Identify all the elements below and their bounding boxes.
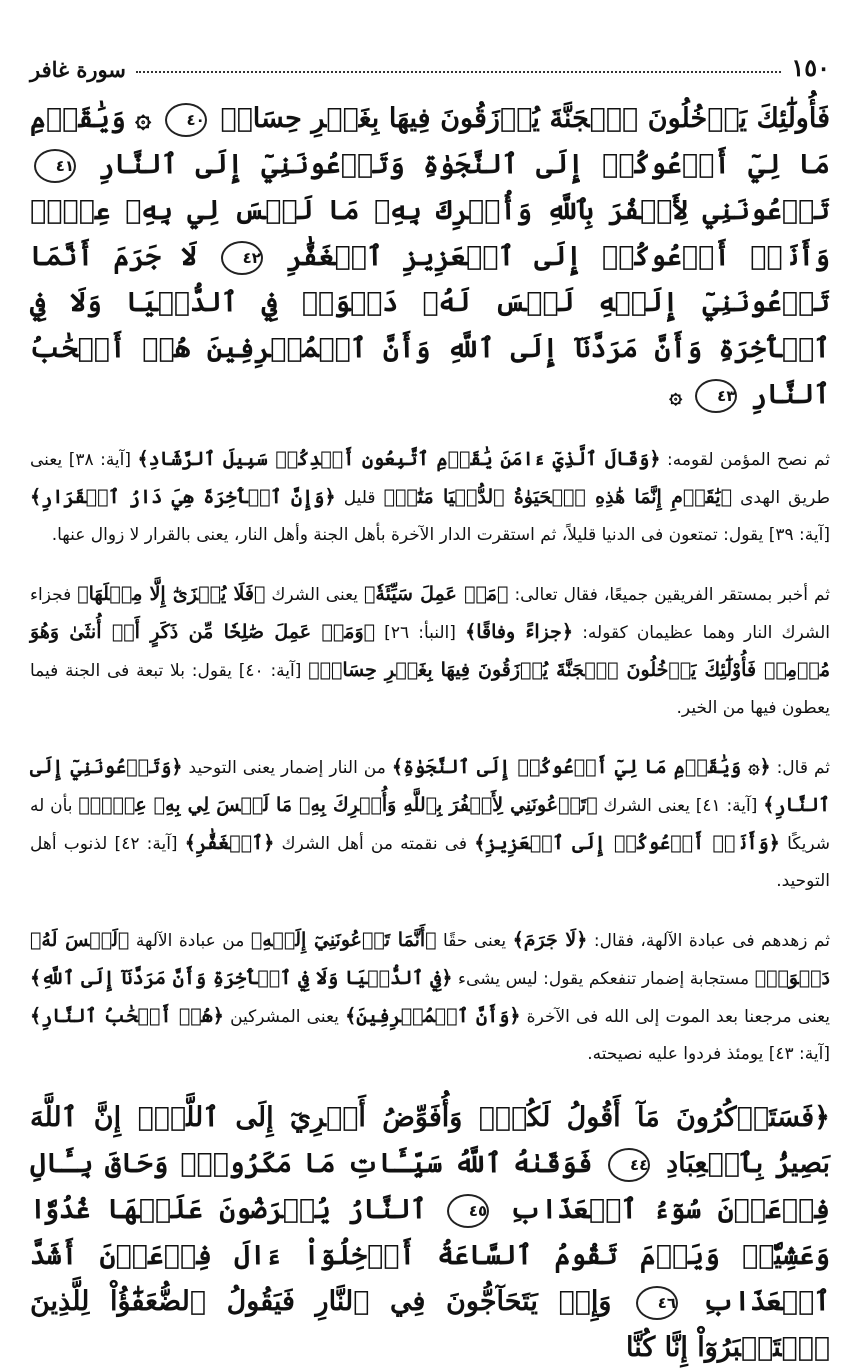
page-header xyxy=(30,38,830,82)
quoted-verse: ﴿وَقَالَ ٱلَّذِيٓ ءَامَنَ يَٰقَوۡمِ ٱتَّبِعُونِ أَهۡدِكُمۡ سَبِيلَ ٱلرَّشَادِ﴾ xyxy=(137,448,661,470)
quoted-verse: ﴿لَيۡسَ لَهُۥ دَعۡوَةٞ﴾ xyxy=(30,929,830,989)
verse-text: لَا جَرَمَ أَنَّمَا تَدۡعُونَنِيٓ إِلَيۡهِ لَيۡسَ لَهُۥ دَعۡوَةٞ فِي ٱلدُّنۡيَا وَلَا فِي ٱلۡأٓخِرَةِ وَأَنَّ مَرَدَّنَآ إِلَى ٱللَّهِ وَأَنَّ ٱلۡمُسۡرِفِينَ هُمۡ أَصۡحَٰبُ ٱلنَّارِ xyxy=(30,241,830,410)
commentary-text: بأن له شريكًا xyxy=(30,796,831,854)
quoted-verse: ﴿وَتَدۡعُونَنِيٓ إِلَى ٱلنَّارِ﴾ xyxy=(30,756,830,816)
rub-el-hizb-icon: ۞ xyxy=(669,383,683,409)
commentary-text: يعنى حقًا xyxy=(443,931,507,951)
quoted-verse: ﴿فَلَا يُجۡزَىٰٓ إِلَّا مِثۡلَهَا﴾ xyxy=(77,583,266,605)
commentary-text: ثم قال: xyxy=(776,758,830,778)
quoted-verse: ﴿يَٰقَوۡمِ إِنَّمَا هَٰذِهِ ٱلۡحَيَوٰةُ ٱلدُّنۡيَا مَتَٰعٞ﴾ xyxy=(383,486,732,508)
verse-end-marker: ٤٣ xyxy=(695,379,737,413)
commentary-text: قليل xyxy=(343,488,376,508)
verse-text: تَدۡعُونَنِي لِأَكۡفُرَ بِٱللَّهِ وَأُشۡرِكَ بِهِۦ مَا لَيۡسَ لِي بِهِۦ عِلۡمٞ وَأَنَا۠ أَدۡعُوكُمۡ إِلَى ٱلۡعَزِيزِ ٱلۡغَفَّٰرِ xyxy=(30,195,830,272)
quoted-verse: ﴿وَأَنَّ ٱلۡمُسۡرِفِينَ﴾ xyxy=(345,1005,521,1027)
commentary-text: ثم نصح المؤمن لقومه: xyxy=(667,450,830,470)
commentary-text: [آية: ٤٢] لذنوب أهل التوحيد. xyxy=(30,834,830,891)
quoted-verse: ﴿وَأَنَا۠ أَدۡعُوكُمۡ إِلَى ٱلۡعَزِيزِ﴾ xyxy=(474,832,780,854)
verse-text: ﴿فَسَتَذۡكُرُونَ مَآ أَقُولُ لَكُمۡۚ وَأُفَوِّضُ أَمۡرِيٓ إِلَى ٱللَّهِۚ إِنَّ ٱللَّهَ بَصِيرُۢ بِٱلۡعِبَادِ xyxy=(30,1102,830,1179)
quoted-verse: ﴿هُمۡ أَصۡحَٰبُ ٱلنَّارِ﴾ xyxy=(30,1005,224,1027)
verse-end-marker: ٤٢ xyxy=(221,241,263,275)
commentary-text: يعنى الشرك xyxy=(271,585,359,605)
commentary-text: [آية: ٤١] يعنى الشرك xyxy=(603,796,758,816)
quoted-verse: ﴿تَدۡعُونَنِي لِأَكۡفُرَ بِٱللَّهِ وَأُشۡرِكَ بِهِۦ مَا لَيۡسَ لِي بِهِۦ عِلۡمٞ﴾ xyxy=(78,794,598,816)
quoted-verse: ﴿لَا جَرَمَ﴾ xyxy=(512,929,588,951)
quoted-verse: ﴿وَإِنَّ ٱلۡأٓخِرَةَ هِيَ دَارُ ٱلۡقَرَارِ﴾ xyxy=(30,486,336,508)
quoted-verse: ﴿أَنَّمَا تَدۡعُونَنِيٓ إِلَيۡهِ﴾ xyxy=(250,929,437,951)
tafsir-paragraph-1 xyxy=(30,441,830,554)
tafsir-paragraph-2 xyxy=(30,576,830,727)
commentary-text: يعنى المشركين xyxy=(230,1007,339,1027)
verse-text: ٱلنَّارُ يُعۡرَضُونَ عَلَيۡهَا غُدُوّٗا وَعَشِيّٗاۚ وَيَوۡمَ تَقُومُ ٱلسَّاعَةُ أَدۡخِلُوٓاْ ءَالَ فِرۡعَوۡنَ أَشَدَّ ٱلۡعَذَابِ xyxy=(30,1194,831,1317)
quran-verse-block-1 xyxy=(30,96,830,419)
page-number: ١٥٠ xyxy=(791,53,830,82)
verse-end-marker: ٤٠ xyxy=(165,103,207,137)
verse-end-marker: ٤٤ xyxy=(608,1148,650,1182)
commentary-text: فى نقمته من أهل الشرك xyxy=(281,834,468,854)
commentary-text: [آية: ٣٨] يعنى طريق الهدى xyxy=(30,450,830,508)
quoted-verse: ﴿جزاءً وفاقًا﴾ xyxy=(465,621,574,643)
quoted-verse: ﴿فِي ٱلدُّنۡيَا وَلَا فِي ٱلۡأٓخِرَةِ وَأَنَّ مَرَدَّنَآ إِلَى ٱللَّهِ﴾ xyxy=(30,967,453,989)
quoted-verse: ﴿مَنۡ عَمِلَ سَيِّئَةٗ﴾ xyxy=(364,583,509,605)
verse-text: وَإِذۡ يَتَحَآجُّونَ فِي ٱلنَّارِ فَيَقُولُ ٱلضُّعَفَٰٓؤُاْ لِلَّذِينَ ٱسۡتَكۡبَرُوٓاْ إِنَّا كُنَّا xyxy=(30,1286,830,1363)
commentary-text: [آية: ٣٩] يقول: تمتعون فى الدنيا قليلاً، ثم استقرت الدار الآخرة بأهل الجنة وأهل النار، يعنى بالقرار لا زوال عنها. xyxy=(51,525,830,545)
commentary-text: ثم أخبر بمستقر الفريقين جميعًا، فقال تعالى: xyxy=(514,585,830,605)
verse-text: فَوَقَىٰهُ ٱللَّهُ سَيِّـَٔاتِ مَا مَكَرُواْۖ وَحَاقَ بِـَٔالِ فِرۡعَوۡنَ سُوٓءُ ٱلۡعَذَابِ xyxy=(30,1148,831,1225)
verse-end-marker: ٤٥ xyxy=(447,1194,489,1228)
commentary-text: من النار إضمار يعنى التوحيد xyxy=(188,758,386,778)
commentary-text: فجزاء الشرك النار وهما عظيمان كقوله: xyxy=(30,585,830,643)
tafsir-paragraph-4 xyxy=(30,922,830,1073)
commentary-text: [النبأ: ٢٦] xyxy=(384,623,456,643)
commentary-text: ثم زهدهم فى عبادة الآلهة، فقال: xyxy=(593,931,831,951)
quoted-verse: ﴿ٱلۡغَفَّٰرِ﴾ xyxy=(184,832,275,854)
quoted-verse: ﴿وَمَنۡ عَمِلَ صَٰلِحٗا مِّن ذَكَرٍ أَوۡ أُنثَىٰ وَهُوَ مُؤۡمِنٞ فَأُوْلَٰٓئِكَ يَدۡخُلُونَ ٱلۡجَنَّةَ يُرۡزَقُونَ فِيهَا بِغَيۡرِ حِسَابٖ﴾ xyxy=(30,621,831,681)
surah-name: سورة غافر xyxy=(30,57,126,82)
tafsir-paragraph-3 xyxy=(30,749,830,900)
quran-verse-block-2 xyxy=(30,1095,830,1371)
quoted-verse: ﴿۞ وَيَٰقَوۡمِ مَا لِيٓ أَدۡعُوكُمۡ إِلَى ٱلنَّجَوٰةِ﴾ xyxy=(391,756,771,778)
verse-text: فَأُولَٰٓئِكَ يَدۡخُلُونَ ٱلۡجَنَّةَ يُرۡزَقُونَ فِيهَا بِغَيۡرِ حِسَابٖ xyxy=(220,103,830,134)
verse-end-marker: ٤١ xyxy=(34,149,76,183)
commentary-text: [آية: ٤٠] يقول: بلا تبعة فى الجنة فيما يعطون فيها من الخير. xyxy=(30,661,830,718)
commentary-text: يعنى مرجعنا بعد الموت إلى الله فى الآخرة xyxy=(526,1007,831,1027)
commentary-text: [آية: ٤٣] يومئذ فردوا عليه نصيحته. xyxy=(587,1044,830,1064)
header-dotted-leader xyxy=(136,71,781,73)
verse-end-marker: ٤٦ xyxy=(636,1286,678,1320)
mushaf-page xyxy=(30,38,831,1363)
verse-text: ۞ وَيَٰقَوۡمِ مَا لِيٓ أَدۡعُوكُمۡ إِلَى ٱلنَّجَوٰةِ وَتَدۡعُونَنِيٓ إِلَى ٱلنَّارِ xyxy=(30,103,831,180)
commentary-text: مستجابة إضمار تنفعكم يقول: ليس يشىء xyxy=(458,969,750,989)
commentary-text: من عبادة الآلهة xyxy=(135,931,245,951)
